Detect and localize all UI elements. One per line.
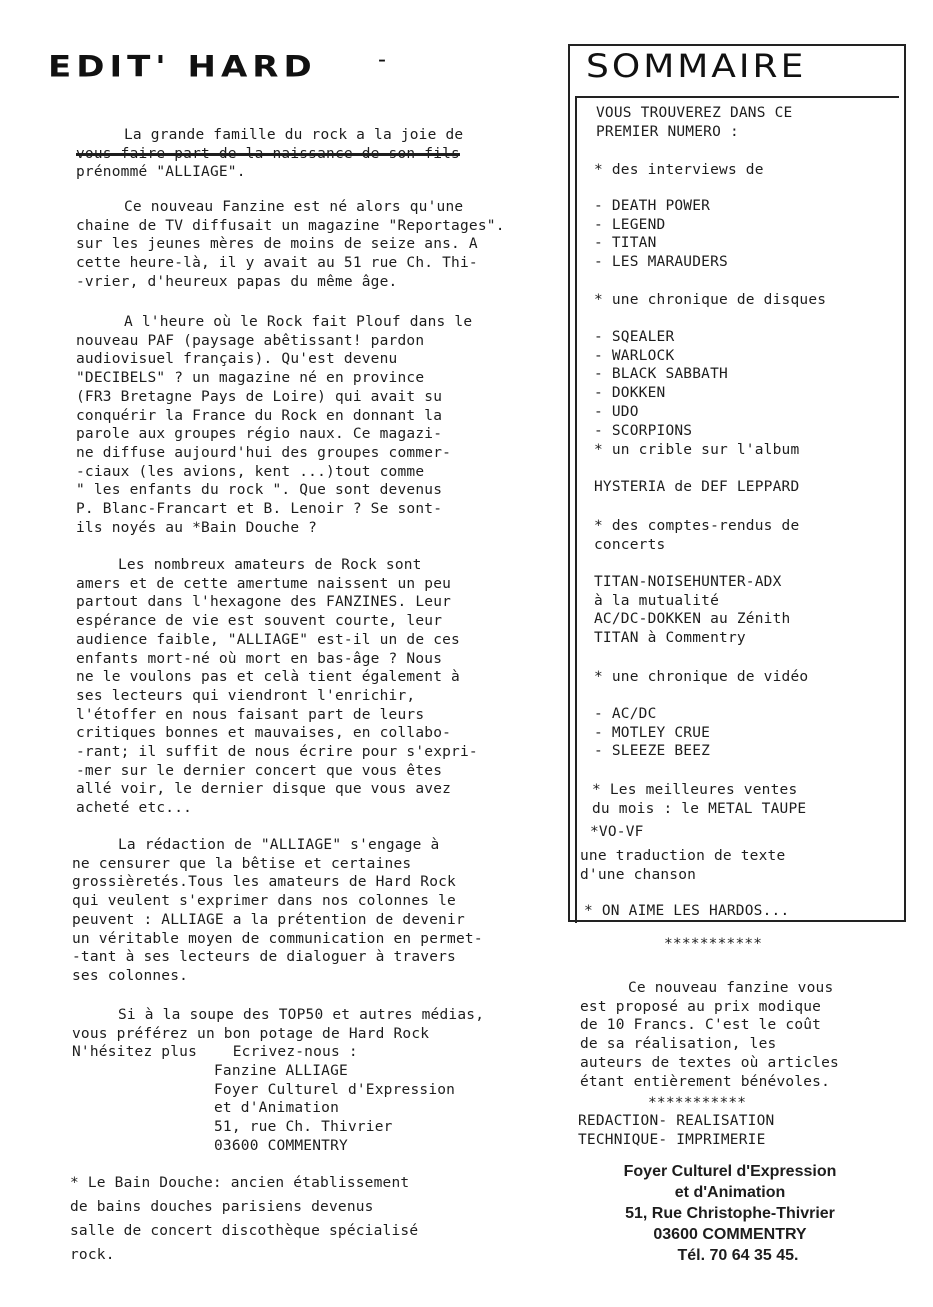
editorial-paragraph-4-line: l'étoffer en nous faisant part de leurs [76,706,425,723]
concerts-heading-line: concerts [594,536,666,553]
video-item: - AC/DC [594,706,657,722]
editorial-paragraph-3-line: ne diffuse aujourd'hui des groupes commer- [76,444,452,461]
editorial-paragraph-5-line: qui veulent s'exprimer dans nos colonnes le [72,893,456,910]
disque-item: - SCORPIONS [594,422,693,439]
vovf-line: *VO-VF [590,824,644,840]
stamp-line: Foyer Culturel d'Expression [623,1163,837,1180]
footnote-line: de bains douches parisiens devenus [70,1199,374,1215]
editorial-paragraph-3-line: "DECIBELS" ? un magazine né en province [76,370,425,387]
editorial-paragraph-6-line: vous préférez un bon potage de Hard Rock [72,1025,430,1042]
stars-separator-top: *********** [664,936,763,952]
video-item: - SLEEZE BEEZ [594,743,711,760]
footnote-line: rock. [70,1247,115,1263]
crible-heading: * un crible sur l'album [594,442,800,458]
sommaire-title: SOMMAIRE [586,48,807,85]
price-text-line: de sa réalisation, les [580,1036,777,1053]
disque-item: - WARLOCK [594,347,675,364]
footnote-line: * Le Bain Douche: ancien établissement [70,1175,410,1191]
credits-line: TECHNIQUE- IMPRIMERIE [578,1131,766,1148]
address-line: Foyer Culturel d'Expression [214,1081,456,1098]
stamp-line: et d'Animation [674,1184,786,1201]
price-text-line: auteurs de textes où articles [580,1054,839,1071]
interview-item: - DEATH POWER [594,198,711,214]
editorial-paragraph-2-line: sur les jeunes mères de moins de seize ans. A [76,236,478,253]
editorial-paragraph-4-line: ses lecteurs qui viendront l'enrichir, [76,687,416,704]
price-text-line: étant entièrement bénévoles. [580,1073,831,1090]
price-text-line: de 10 Francs. C'est le coût [580,1017,822,1034]
address-line: 51, rue Ch. Thivrier [214,1119,393,1136]
traduction-line: d'une chanson [580,866,697,883]
editorial-paragraph-2-line: Ce nouveau Fanzine est né alors qu'une [124,199,464,215]
footnote-line: salle de concert discothèque spécialisé [70,1223,419,1239]
traduction-line: une traduction de texte [580,848,786,864]
editorial-paragraph-2-line: -vrier, d'heureux papas du même âge. [76,273,398,290]
editorial-paragraph-4-line: ne le voulons pas et celà tient également à [76,669,460,686]
address-line: 03600 COMMENTRY [214,1137,348,1154]
editorial-paragraph-2-line: chaine de TV diffusait un magazine "Reportages". [76,217,505,234]
editorial-paragraph-3-line: ils noyés au *Bain Douche ? [76,519,318,536]
interview-item: - TITAN [594,235,657,252]
editorial-paragraph-1-line: prénommé "ALLIAGE". [76,164,246,181]
concert-item: TITAN à Commentry [594,630,746,647]
editorial-paragraph-4-line: audience faible, "ALLIAGE" est-il un de ces [76,631,460,648]
editorial-paragraph-5-line: ses colonnes. [72,967,189,984]
disque-item: - BLACK SABBATH [594,366,728,383]
video-item: - MOTLEY CRUE [594,724,711,741]
crible-album: HYSTERIA de DEF LEPPARD [594,479,800,495]
editorial-paragraph-3-line: audiovisuel français). Qu'est devenu [76,351,398,368]
ventes-line: du mois : le METAL TAUPE [592,800,807,817]
concerts-heading-line: * des comptes-rendus de [594,518,800,534]
address-line: Fanzine ALLIAGE [214,1063,348,1079]
editorial-paragraph-6-line: N'hésitez plus Ecrivez-nous : [72,1044,358,1061]
editorial-paragraph-1-line: vous faire part de la naissance de son fils [76,145,460,162]
editorial-paragraph-3-line: " les enfants du rock ". Que sont devenus [76,482,443,499]
address-line: et d'Animation [214,1100,340,1117]
editorial-title-dash: - [378,46,386,73]
ventes-line: * Les meilleures ventes [592,782,798,798]
editorial-paragraph-3-line: nouveau PAF (paysage abêtissant! pardon [76,332,425,349]
editorial-paragraph-4-line: Les nombreux amateurs de Rock sont [118,557,422,573]
editorial-paragraph-4-line: amers et de cette amertume naissent un peu [76,575,452,592]
editorial-title: EDIT' HARD [48,50,317,84]
concert-item: à la mutualité [594,592,720,609]
editorial-paragraph-3-line: (FR3 Bretagne Pays de Loire) qui avait su [76,388,443,405]
editorial-paragraph-4-line: espérance de vie est souvent courte, leur [76,613,443,630]
editorial-paragraph-4-line: critiques bonnes et mauvaises, en collabo- [76,725,452,742]
stars-separator-bottom: *********** [648,1095,747,1111]
interview-item: - LES MARAUDERS [594,254,728,271]
stamp-line: 51, Rue Christophe-Thivrier [625,1205,835,1222]
stamp-line: 03600 COMMENTRY [653,1226,807,1243]
editorial-paragraph-3-line: A l'heure où le Rock fait Plouf dans le [124,314,473,330]
editorial-paragraph-3-line: P. Blanc-Francart et B. Lenoir ? Se sont- [76,501,443,517]
disque-item: - DOKKEN [594,385,666,402]
editorial-paragraph-5-line: grossièretés.Tous les amateurs de Hard Rock [72,874,456,891]
editorial-paragraph-2-line: cette heure-là, il y avait au 51 rue Ch. Thi- [76,255,478,272]
interviews-heading: * des interviews de [594,162,764,178]
interview-item: - LEGEND [594,216,666,233]
disque-item: - UDO [594,403,639,420]
editorial-paragraph-6-line: Si à la soupe des TOP50 et autres médias, [118,1007,485,1023]
credits-line: REDACTION- REALISATION [578,1113,775,1129]
editorial-paragraph-4-line: -rant; il suffit de nous écrire pour s'expri- [76,744,478,760]
editorial-paragraph-4-line: allé voir, le dernier disque que vous avez [76,781,452,798]
hardos-line: * ON AIME LES HARDOS... [584,903,790,919]
concert-item: AC/DC-DOKKEN au Zénith [594,611,791,628]
editorial-paragraph-1-line: La grande famille du rock a la joie de [124,127,464,143]
disque-item: - SQEALER [594,329,675,345]
sommaire-intro-line: PREMIER NUMERO : [596,123,739,140]
editorial-paragraph-4-line: acheté etc... [76,800,193,817]
editorial-paragraph-5-line: La rédaction de "ALLIAGE" s'engage à [118,837,440,853]
disques-heading: * une chronique de disques [594,292,827,308]
editorial-paragraph-3-line: parole aux groupes régio naux. Ce magazi- [76,426,443,443]
editorial-paragraph-5-line: un véritable moyen de communication en permet- [72,930,483,947]
price-text-line: est proposé au prix modique [580,998,822,1015]
editorial-paragraph-4-line: partout dans l'hexagone des FANZINES. Leur [76,594,452,611]
editorial-paragraph-4-line: enfants mort-né où mort en bas-âge ? Nous [76,650,443,667]
editorial-paragraph-5-line: -tant à ses lecteurs de dialoguer à travers [72,949,456,966]
stamp-line: Tél. 70 64 35 45. [677,1247,799,1264]
editorial-paragraph-3-line: conquérir la France du Rock en donnant la [76,407,443,424]
concert-item: TITAN-NOISEHUNTER-ADX [594,574,782,590]
sommaire-intro-line: VOUS TROUVEREZ DANS CE [596,105,793,121]
editorial-paragraph-3-line: -ciaux (les avions, kent ...)tout comme [76,463,425,480]
editorial-paragraph-5-line: peuvent : ALLIAGE a la prétention de devenir [72,911,465,928]
price-text-line: Ce nouveau fanzine vous [628,980,834,996]
editorial-paragraph-5-line: ne censurer que la bêtise et certaines [72,855,412,872]
editorial-paragraph-4-line: -mer sur le dernier concert que vous êtes [76,762,443,779]
video-heading: * une chronique de vidéo [594,669,809,685]
